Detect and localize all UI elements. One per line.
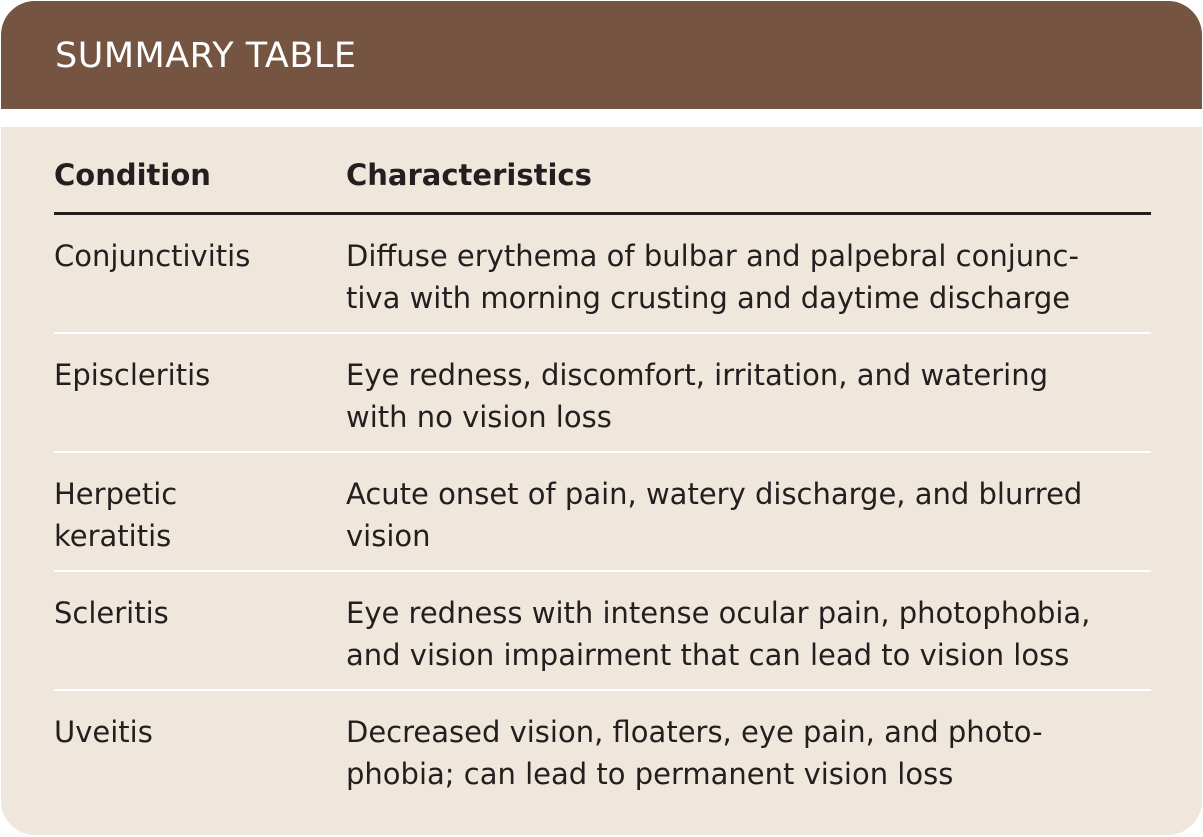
column-header-characteristics: Characteristics [346,158,592,192]
header-divider [1,109,1202,127]
condition-cell [54,473,346,570]
characteristics-line: vision [346,519,431,553]
condition-line: Uveitis [54,715,153,749]
characteristics-cell [346,711,1151,810]
table-row [54,572,1151,691]
condition-line: Conjunctivitis [54,239,251,273]
characteristics-cell [346,592,1151,689]
characteristics-cell [346,473,1151,570]
characteristics-line: Decreased vision, floaters, eye pain, and photo- [346,715,1043,749]
table-row [54,691,1151,810]
column-header-condition: Condition [54,158,211,192]
characteristics-cell [346,235,1151,332]
condition-line: keratitis [54,519,172,553]
characteristics-line: with no vision loss [346,400,612,434]
summary-table-card [1,1,1202,835]
condition-line: Scleritis [54,596,169,630]
characteristics-line: phobia; can lead to permanent vision loss [346,757,954,791]
characteristics-line: Diffuse erythema of bulbar and palpebral conjunc- [346,239,1079,273]
condition-cell [54,592,346,689]
characteristics-line: Acute onset of pain, watery discharge, and blurred [346,477,1083,511]
table-row [54,334,1151,453]
table-row [54,215,1151,334]
table-header-bar [1,1,1202,109]
condition-line: Herpetic [54,477,178,511]
table-title: SUMMARY TABLE [55,36,357,76]
characteristics-line: Eye redness with intense ocular pain, photophobia, [346,596,1091,630]
characteristics-line: tiva with morning crusting and daytime discharge [346,281,1071,315]
table-row [54,453,1151,572]
characteristics-line: and vision impairment that can lead to vision loss [346,638,1070,672]
characteristics-line: Eye redness, discomfort, irritation, and watering [346,358,1048,392]
summary-table [54,127,1151,810]
condition-cell [54,235,346,332]
condition-cell [54,711,346,810]
table-head [54,127,1151,215]
condition-line: Episcleritis [54,358,211,392]
characteristics-cell [346,354,1151,451]
condition-cell [54,354,346,451]
